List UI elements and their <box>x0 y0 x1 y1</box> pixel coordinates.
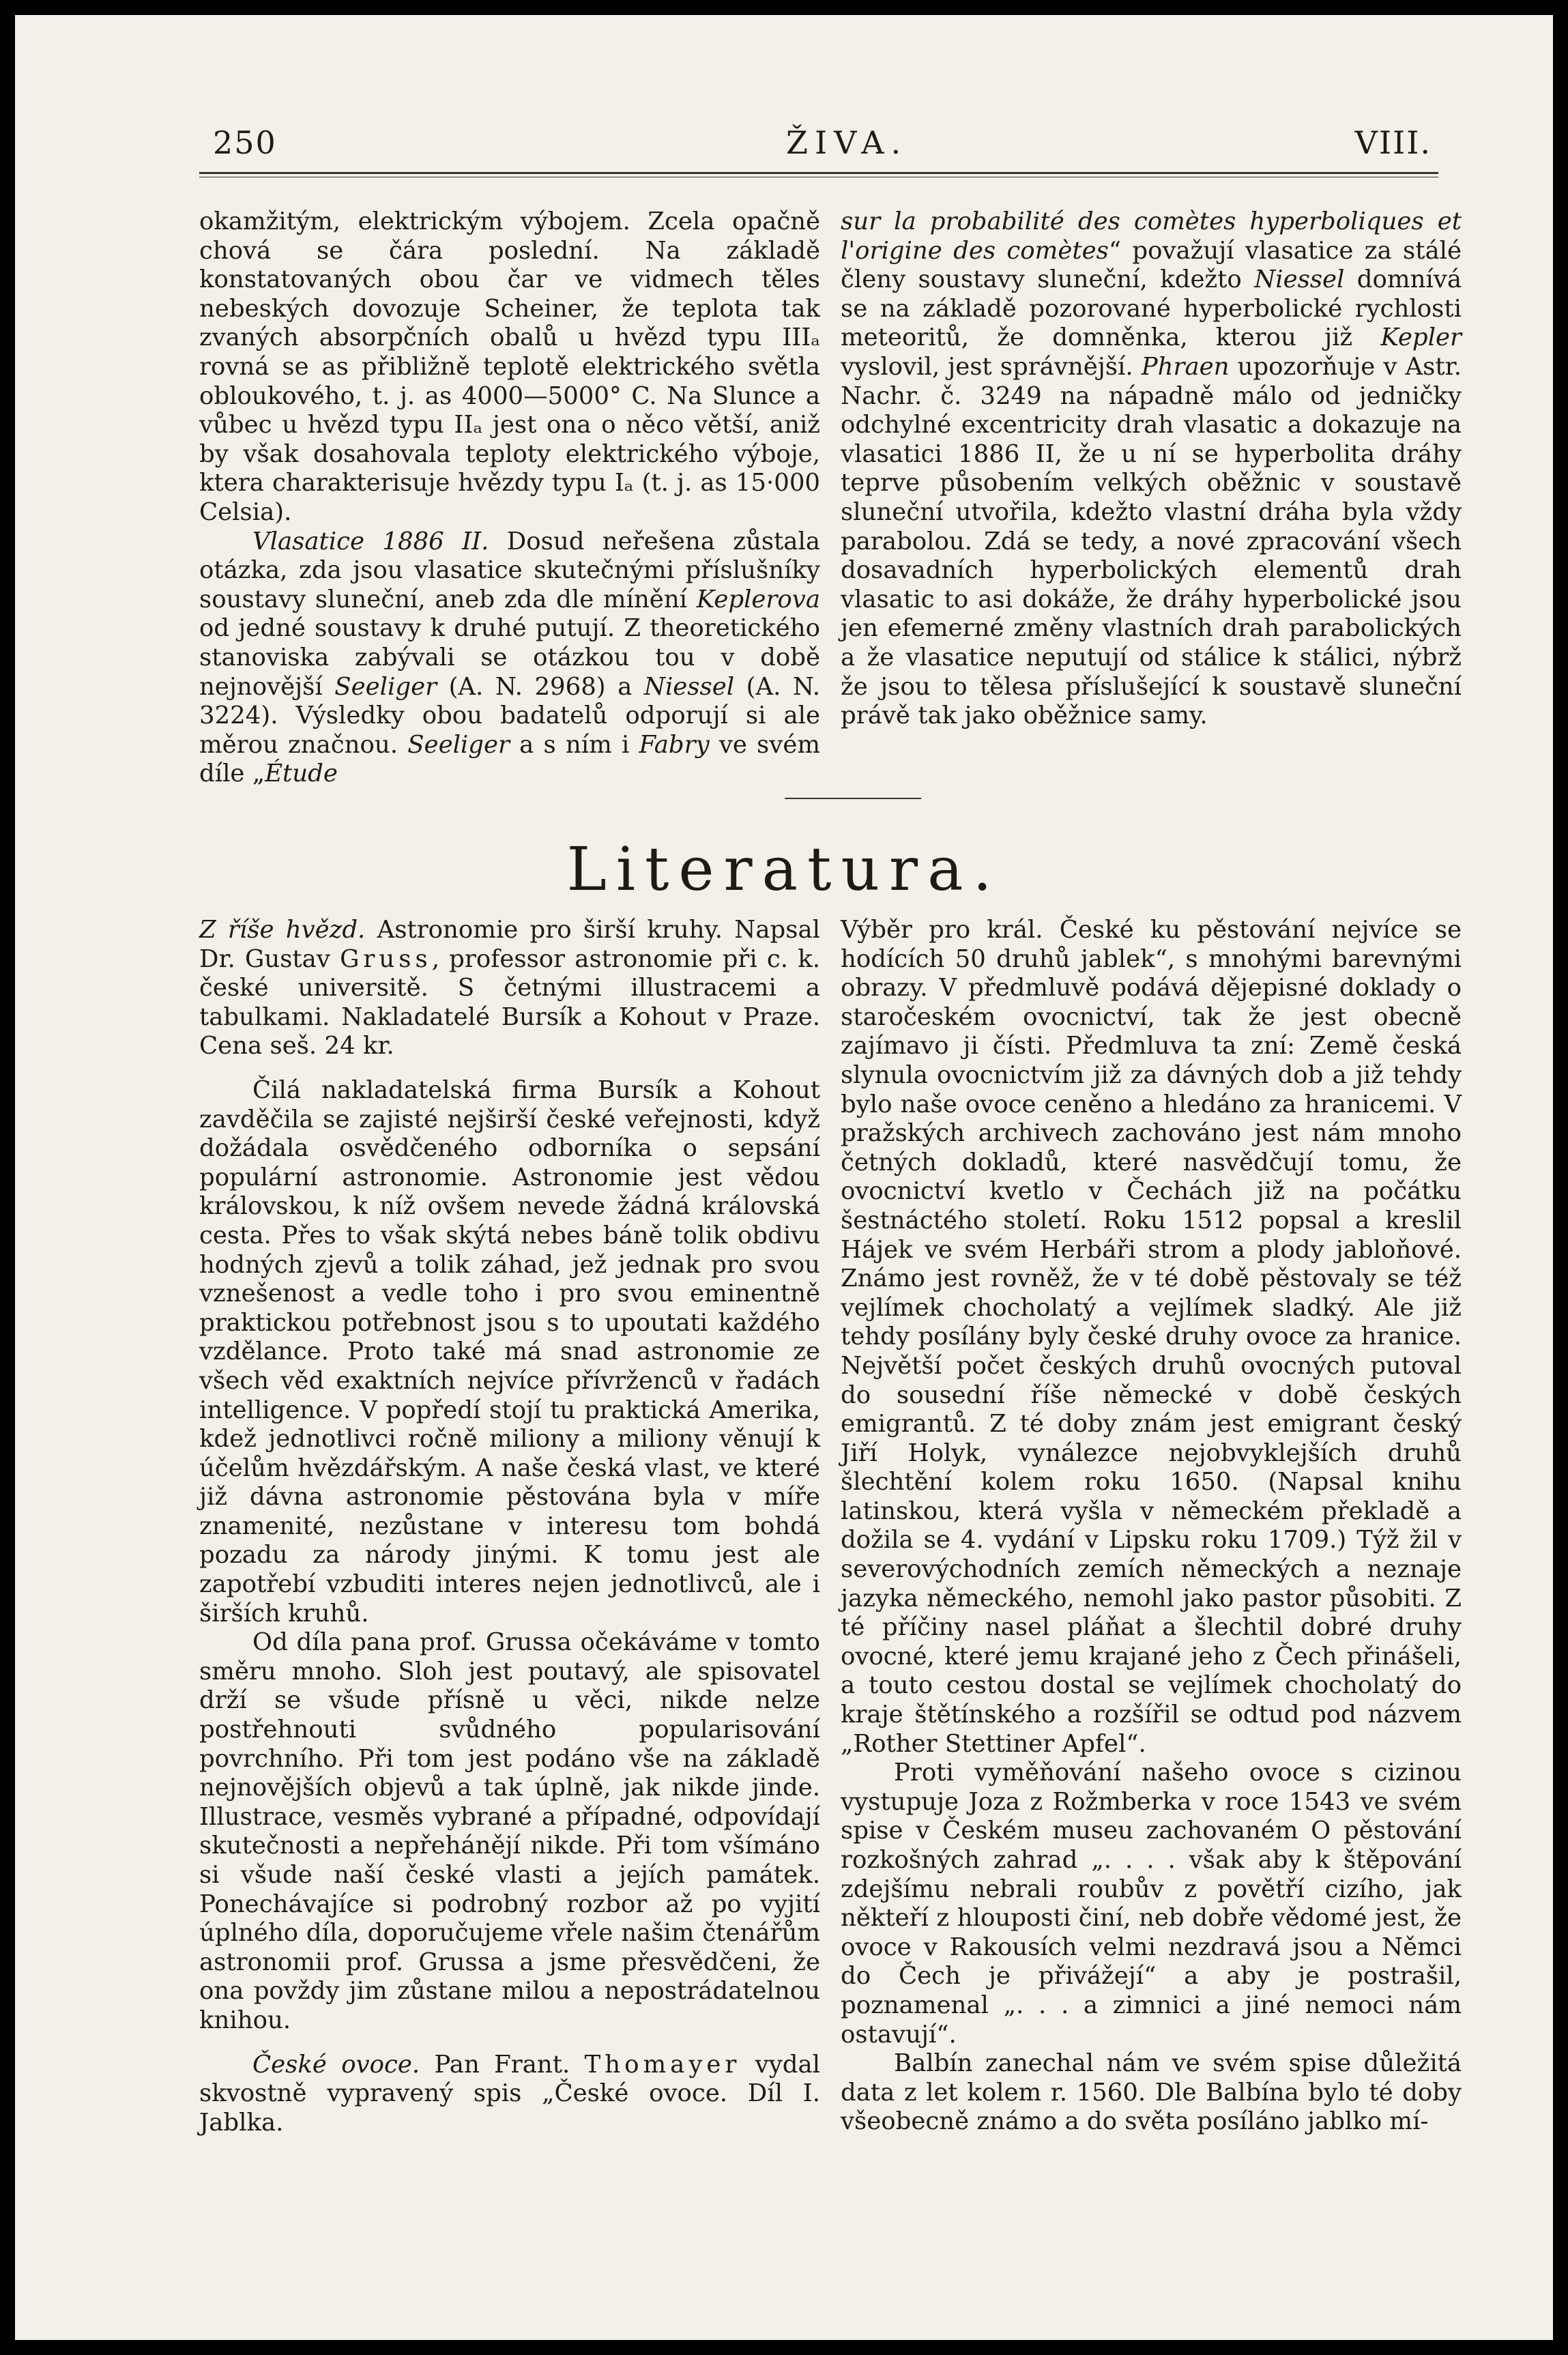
article-column-right <box>841 207 1462 731</box>
book-entry <box>199 2051 820 2138</box>
text-run: a s ním i <box>509 730 639 759</box>
section-title: Literatura. <box>566 834 1002 904</box>
emphasis: Étude <box>265 760 338 788</box>
running-header <box>199 117 1438 165</box>
text-run: Dosud neřešena zůstala otázka, zda jsou vlasatice skutečnými příslušníky soustavy sluneční, aneb zda dle mínění <box>199 527 820 613</box>
text-run: Astronomie pro širší kruhy. Napsal Dr. Gustav <box>199 916 820 973</box>
book-title: České ovoce. <box>252 2050 420 2079</box>
header-rule <box>199 172 1438 174</box>
paragraph: Od díla pana prof. Grussa očekáváme v tomto směru mnoho. Sloh jest poutavý, ale spisovatel drží se všude přísně u věci, nikde nelze postřehnouti svůdného popularisování povrchního. Při tom jest podáno vše na základě nejnovějších objevů a tak úplně, jak nikde jinde. Illustrace, vesměs vybrané a případné, odpovídají skutečnosti a nepřehánějí nikde. Při tom všímáno si všude naší české vlasti a jejích památek. Ponechávajíce si podrobný rozbor až po vyjití úplného díla, doporučujeme vřele našim čtenářům astronomii prof. Grussa a jsme přesvědčeni, že ona povždy jim zůstane milou a nepostrádatelnou knihou. <box>199 1628 820 2034</box>
paragraph <box>841 207 1462 731</box>
emphasis: sur la probabilité des comètes hyperboliques et l'origine des comètes <box>841 207 1462 265</box>
page-number: 250 <box>213 124 277 161</box>
emphasis: Fabry <box>639 730 710 759</box>
text-run: od jedné soustavy k druhé putují. Z theoretického stanoviska zabývali se otázkou tou v době nejnovější <box>199 614 820 701</box>
emphasis: Seeliger <box>407 730 510 759</box>
author-name: Thomayer <box>584 2050 741 2079</box>
paragraph: Čilá nakladatelská firma Bursík a Kohout zavděčila se zajisté nejširší české veřejnosti, když dožádala osvědčeného odborníka o sepsání populární astronomie. Astronomie jest vědou královskou, k níž ovšem nevede žádná královská cesta. Přes to však skýtá nebes báně tolik obdivu hodných zjevů a tolik záhad, jež jednak pro svou vznešenost a vedle toho i pro svou eminentně praktickou potřebnost jsou s to upoutati každého vzdělance. Proto také má snad astronomie ze všech věd exaktních nejvíce přívrženců v řadách intelligence. V popředí stojí tu praktická Amerika, kdež jednotlivci ročně miliony a miliony věnují k účelům hvězdářským. A naše česká vlast, ve které již dávna astronomie pěstována byla v míře znamenité, nezůstane v interesu tom bohdá pozadu za národy jinými. K tomu jest ale zapotřebí vzbuditi interes nejen jednotlivců, ale i širších kruhů. <box>199 1075 820 1628</box>
text-run: vydal skvostně vypravený spis „České ovoce. Díl I. Jablka. <box>199 2050 821 2137</box>
text-run: (A. N. 3224). Výsledky obou badatelů odporují si ale měrou značnou. <box>199 672 821 759</box>
text-run: domnívá se na základě pozorované hyperbolické rychlosti meteoritů, že domněnka, kterou již <box>841 265 1462 352</box>
emphasis: Seeliger <box>334 672 437 701</box>
paragraph: okamžitým, elektrickým výbojem. Zcela opačně chová se čára poslední. Na základě konstatovaných obou čar ve vidmech těles nebeských dovozuje Scheiner, že teplota tak zvaných absorpčních obalů u hvězd typu IIIₐ rovná se as přibližně teplotě elektrického světla obloukového, t. j. as 4000—5000° C. Na Slunce a vůbec u hvězd typu IIₐ jest ona o něco větší, aniž by však dosahovala teploty elektrického výboje, ktera charakterisuje hvězdy typu Iₐ (t. j. as 15·000 Celsia). <box>199 207 820 526</box>
review-column-left <box>199 916 820 2137</box>
emphasis: Phraen <box>1141 352 1230 381</box>
text-run: vyslovil, jest správnější. <box>841 352 1142 381</box>
emphasis: Keplerova <box>696 585 820 613</box>
book-title: Z říše hvězd. <box>199 916 366 944</box>
book-entry <box>199 916 820 1061</box>
article-column-left <box>199 207 820 789</box>
page <box>15 15 1553 2340</box>
text-run: “ považují vlasatice za stálé členy soustavy sluneční, kdežto <box>841 236 1462 294</box>
emphasis: Niessel <box>1254 265 1345 294</box>
text-run: Pan Frant. <box>420 2050 585 2079</box>
paragraph: Výběr pro král. České ku pěstování nejvíce se hodících 50 druhů jablek“, s mnohými barevnými obrazy. V předmluvě podává dějepisné doklady o staročeském ovocnictví, tak že jest obecně zajímavo ji čísti. Předmluva ta zní: Země česká slynula ovocnictvím již za dávných dob a již tehdy bylo naše ovoce ceněno a hledáno za hranicemi. V pražských archivech zachováno jest nám mnoho četných dokladů, které nasvědčují tomu, že ovocnictví kvetlo v Čechách již na počátku šestnáctého století. Roku 1512 popsal a kreslil Hájek ve svém Herbáři strom a plody jabloňové. Známo jest rovněž, že v té době pěstovaly se též vejlímek chocholatý a vejlímek sladký. Ale již tehdy posílány byly české druhy ovoce za hranice. Největší počet českých druhů ovocných putoval do sousední říše německé v době českých emigrantů. Z té doby znám jest emigrant český Jiří Holyk, vynálezce nejobvyklejších druhů šlechtění kolem roku 1650. (Napsal knihu latinskou, která vyšla v německém překladě a dožila se 4. vydání v Lipsku roku 1709.) Týž žil v severovýchodních zemích německých a neznaje jazyka německého, nemohl jako pastor působiti. Z té příčiny nasel pláňat a šlechtil dobré druhy ovocné, které jemu krajané jeho z Čech přinášeli, a touto cestou dostal se vejlímek chocholatý do kraje štětínského a rozšířil se odtud pod názvem „Rother Stettiner Apfel“. <box>841 916 1462 1758</box>
paragraph-comets <box>199 528 820 789</box>
journal-title: ŽIVA. <box>786 124 908 161</box>
author-name: Gruss <box>340 944 432 973</box>
emphasis: Niessel <box>643 672 735 701</box>
paragraph: Proti vyměňování našeho ovoce s cizinou vystupuje Joza z Rožmberka v roce 1543 ve svém spise v Českém museu zachovaném O pěstování rozkošných zahrad „. . . . však aby k štěpování zdejšímu nebrali roubův z povětří cizího, jak někteří z hlouposti činí, neb dobře vědomé jest, že ovoce v Rakousích velmi nezdravá jsou a Němci do Čech je přivážejí“ a aby je postrašil, poznamenal „. . . a zimnici a jiné nemoci nám ostavují“. <box>841 1759 1462 2049</box>
subheading: Vlasatice 1886 II. <box>252 527 489 555</box>
emphasis: Kepler <box>1380 323 1462 352</box>
section-divider <box>785 798 921 799</box>
text-run: , professor astronomie při c. k. české universitě. S četnými illustracemi a tabulkami. Nakladatelé Bursík a Kohout v Praze. Cena seš. 24 kr. <box>199 944 821 1060</box>
review-column-right <box>841 916 1462 2137</box>
volume-number: VIII. <box>1354 124 1432 161</box>
paragraph: Balbín zanechal nám ve svém spise důležitá data z let kolem r. 1560. Dle Balbína bylo té doby všeobecně známo a do světa posíláno jablko mí- <box>841 2049 1462 2136</box>
text-run: (A. N. 2968) a <box>437 672 644 701</box>
text-run: ve svém díle „ <box>199 730 821 788</box>
text-run: upozorňuje v Astr. Nachr. č. 3249 na nápadně málo od jedničky odchylné excentricity drah vlasatic a dokazuje na vlasatici 1886 II, že u ní se hyperbolita dráhy teprve působením velkých oběžnic v soustavě sluneční utvořila, kdežto vlastní dráha byla vždy parabolou. Zdá se tedy, a nové zpracování všech dosavadních hyperbolických elementů drah vlasatic to asi dokáže, že dráhy hyperbolické jsou jen efemerné změny vlastních drah parabolických a že vlasatice neputují od stálice k stálici, nýbrž že jsou to tělesa příslušející k soustavě sluneční právě tak jako oběžnice samy. <box>841 352 1462 730</box>
